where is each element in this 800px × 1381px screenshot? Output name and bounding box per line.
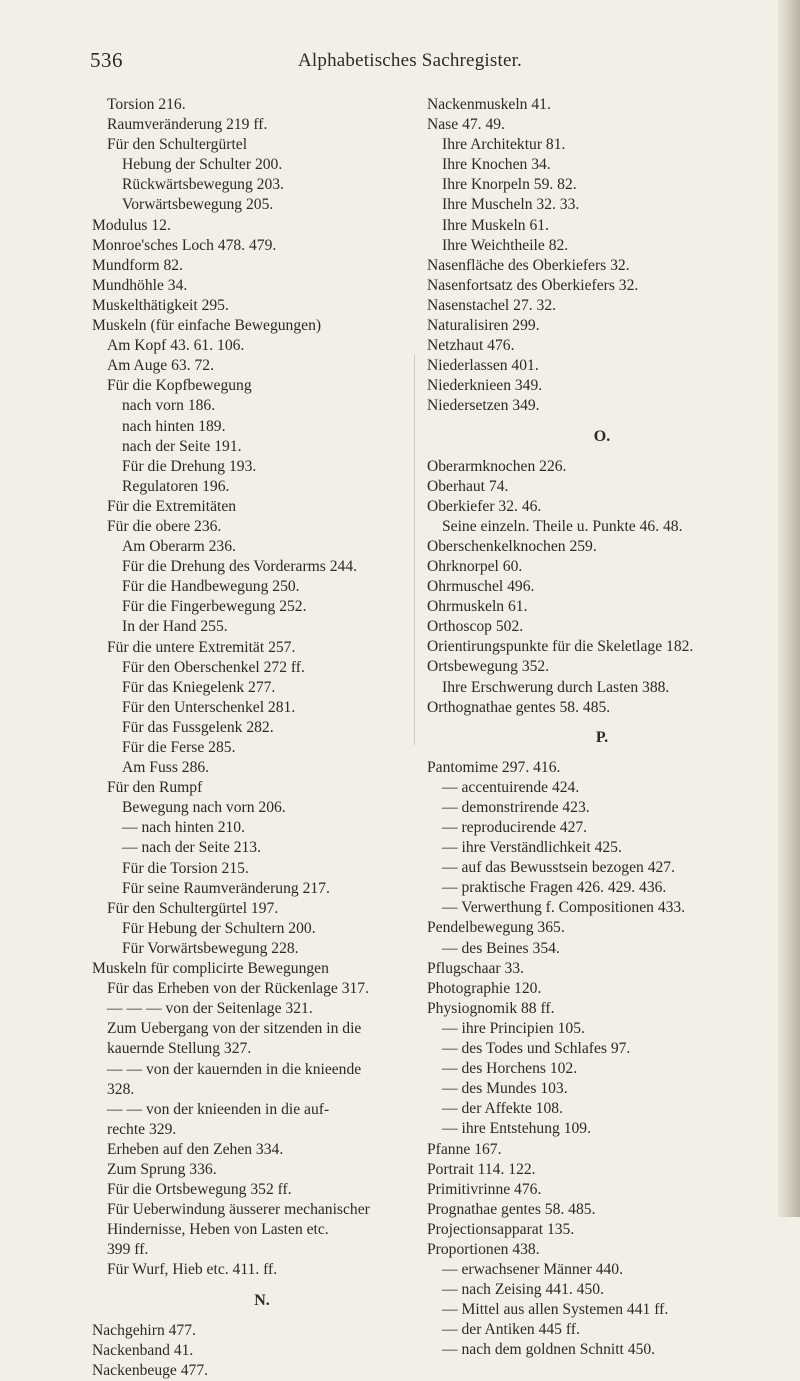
index-entry: Nachgehirn 477. [92,1321,196,1339]
index-entry: Am Kopf 43. 61. 106. [107,337,245,355]
index-column-right [427,95,777,1361]
index-entry: Hindernisse, Heben von Lasten etc. [107,1221,329,1239]
index-entry: Primitivrinne 476. [427,1180,542,1198]
index-entry: — nach hinten 210. [122,819,245,837]
index-entry: Regulatoren 196. [122,477,230,495]
index-entry: — nach dem goldnen Schnitt 450. [442,1341,656,1359]
index-entry: Prognathae gentes 58. 485. [427,1200,596,1218]
index-entry: Bewegung nach vorn 206. [122,799,286,817]
index-entry: Für Wurf, Hieb etc. 411. ff. [107,1261,278,1279]
index-entry: Für die Ortsbewegung 352 ff. [107,1181,292,1199]
index-entry: Monroe'sches Loch 478. 479. [92,236,277,254]
index-entry: Proportionen 438. [427,1240,540,1258]
index-entry: Für die obere 236. [107,517,222,535]
index-entry: Ohrmuskeln 61. [427,598,528,616]
index-column-left [92,95,432,1381]
index-entry: Für seine Raumveränderung 217. [122,879,330,897]
index-entry: Photographie 120. [427,979,542,997]
index-entry: Ortsbewegung 352. [427,658,550,676]
section-letter-heading: P. [595,728,609,746]
index-entry: Zum Sprung 336. [107,1160,217,1178]
index-entry: Am Oberarm 236. [122,538,236,556]
column-divider [414,355,415,745]
index-entry: — des Beines 354. [442,939,560,957]
index-entry: Nasenfläche des Oberkiefers 32. [427,256,630,274]
index-entry: — der Affekte 108. [442,1100,563,1118]
index-entry: Rückwärtsbewegung 203. [122,176,284,194]
index-entry: nach der Seite 191. [122,437,242,455]
index-entry: Für die Extremitäten [107,497,237,515]
index-entry: Für den Unterschenkel 281. [122,698,296,716]
index-entry: Für die Torsion 215. [122,859,249,877]
index-entry: Für den Schultergürtel 197. [107,899,279,917]
index-entry: Mundhöhle 34. [92,276,188,294]
index-entry: Nackenbeuge 477. [92,1361,209,1379]
index-entry: Nackenband 41. [92,1341,194,1359]
index-entry: — der Antiken 445 ff. [442,1321,580,1339]
index-entry: Ihre Weichtheile 82. [442,236,569,254]
index-entry: kauernde Stellung 327. [107,1040,252,1058]
index-entry: Für das Kniegelenk 277. [122,678,276,696]
index-entry: Oberhaut 74. [427,477,509,495]
page-edge-shadow [778,0,800,1217]
index-entry: Ihre Muscheln 32. 33. [442,196,580,214]
index-entry: Für die untere Extremität 257. [107,638,296,656]
index-entry: Mundform 82. [92,256,183,274]
index-entry: Für den Oberschenkel 272 ff. [122,658,305,676]
index-entry: — ihre Verständlichkeit 425. [442,839,622,857]
index-entry: — reproducirende 427. [442,819,588,836]
index-entry: — Mittel aus allen Systemen 441 ff. [442,1301,669,1319]
index-entry: Nase 47. 49. [427,116,505,134]
index-entry: — accentuirende 424. [442,778,580,796]
index-entry: Für die Handbewegung 250. [122,578,300,596]
index-entry: 399 ff. [107,1241,149,1259]
index-entry: Muskelthätigkeit 295. [92,296,229,314]
index-entry: Erheben auf den Zehen 334. [107,1140,284,1158]
index-entry: Pendelbewegung 365. [427,919,565,937]
page-number: 536 [90,48,123,72]
index-entry: — ihre Principien 105. [442,1019,585,1037]
index-entry: 328. [107,1080,135,1098]
index-entry: Vorwärtsbewegung 205. [122,196,274,214]
index-entry: — — von der knieenden in die auf- [107,1100,330,1118]
index-entry: — des Mundes 103. [442,1080,568,1098]
index-entry: Naturalisiren 299. [427,317,540,335]
index-entry: Ihre Knorpeln 59. 82. [442,176,577,194]
index-entry: — praktische Fragen 426. 429. 436. [442,879,667,897]
index-entry: Für Hebung der Schultern 200. [122,919,316,937]
index-entry: — Verwerthung f. Compositionen 433. [442,899,686,917]
index-entry: Ohrmuschel 496. [427,578,535,596]
index-entry: — ihre Entstehung 109. [442,1120,591,1138]
index-entry: Zum Uebergang von der sitzenden in die [107,1020,362,1038]
index-entry: rechte 329. [107,1120,177,1138]
index-entry: Physiognomik 88 ff. [427,999,555,1017]
index-entry: Für die Fingerbewegung 252. [122,598,307,616]
index-entry: Pflugschaar 33. [427,959,525,977]
index-entry: Für den Rumpf [107,779,203,797]
page-header [90,48,730,78]
index-entry: — — von der kauernden in die knieende [107,1060,362,1078]
index-entry: Ohrknorpel 60. [427,557,523,575]
index-entry: Nackenmuskeln 41. [427,96,551,113]
index-entry: Nasenfortsatz des Oberkiefers 32. [427,276,639,294]
index-entry: — des Horchens 102. [442,1060,578,1078]
index-entry: Hebung der Schulter 200. [122,156,283,174]
index-entry: Ihre Erschwerung durch Lasten 388. [442,678,670,696]
index-entry: Projectionsapparat 135. [427,1220,575,1238]
index-entry: Orthoscop 502. [427,618,524,636]
index-entry: Für die Drehung 193. [122,457,257,475]
index-entry: Für das Fussgelenk 282. [122,718,274,736]
index-entry: nach vorn 186. [122,397,216,415]
index-entry: — des Todes und Schlafes 97. [442,1040,631,1058]
index-entry: Orientirungspunkte für die Skeletlage 182. [427,638,694,656]
index-entry: Nasenstachel 27. 32. [427,296,557,314]
index-entry: Netzhaut 476. [427,337,515,355]
index-entry: Für Ueberwindung äusserer mechanischer [107,1201,370,1219]
index-entry: Muskeln für complicirte Bewegungen [92,960,329,978]
index-entry: Oberarmknochen 226. [427,457,567,475]
index-entry: Ihre Architektur 81. [442,136,566,154]
index-entry: Seine einzeln. Theile u. Punkte 46. 48. [442,517,683,535]
index-entry: — — — von der Seitenlage 321. [107,1000,313,1018]
section-letter-heading: O. [593,427,611,445]
section-letter-heading: N. [254,1291,270,1309]
index-entry: Am Auge 63. 72. [107,357,214,375]
index-entry: Ihre Muskeln 61. [442,216,549,234]
index-entry: Raumveränderung 219 ff. [107,116,268,134]
index-entry: Niederknieen 349. [427,377,543,395]
index-entry: Für die Kopfbewegung [107,377,252,395]
index-entry: Für den Schultergürtel [107,136,248,154]
index-entry: Modulus 12. [92,216,171,234]
index-entry: — nach Zeising 441. 450. [442,1281,604,1299]
index-entry: — erwachsener Männer 440. [442,1261,623,1279]
index-entry: Am Fuss 286. [122,759,210,777]
index-entry: Muskeln (für einfache Bewegungen) [92,317,322,335]
index-entry: Portrait 114. 122. [427,1160,536,1178]
index-entry: — auf das Bewusstsein bezogen 427. [442,859,675,877]
index-entry: In der Hand 255. [122,618,228,636]
index-entry: Orthognathae gentes 58. 485. [427,698,611,716]
index-entry: Niedersetzen 349. [427,397,540,415]
index-entry: nach hinten 189. [122,417,226,435]
index-entry: Ihre Knochen 34. [442,156,551,174]
index-entry: — nach der Seite 213. [122,839,262,857]
index-entry: Torsion 216. [107,96,186,113]
index-entry: — demonstrirende 423. [442,798,590,816]
running-title: Alphabetisches Sachregister. [297,50,523,71]
index-entry: Niederlassen 401. [427,357,539,375]
index-entry: Für die Ferse 285. [122,739,236,756]
index-entry: Für das Erheben von der Rückenlage 317. [107,980,369,998]
index-entry: Für Vorwärtsbewegung 228. [122,939,299,957]
index-entry: Oberschenkelknochen 259. [427,537,597,555]
index-entry: Pfanne 167. [427,1140,502,1158]
index-entry: Für die Drehung des Vorderarms 244. [122,558,358,576]
index-entry: Pantomime 297. 416. [427,758,561,776]
index-entry: Oberkiefer 32. 46. [427,497,542,515]
